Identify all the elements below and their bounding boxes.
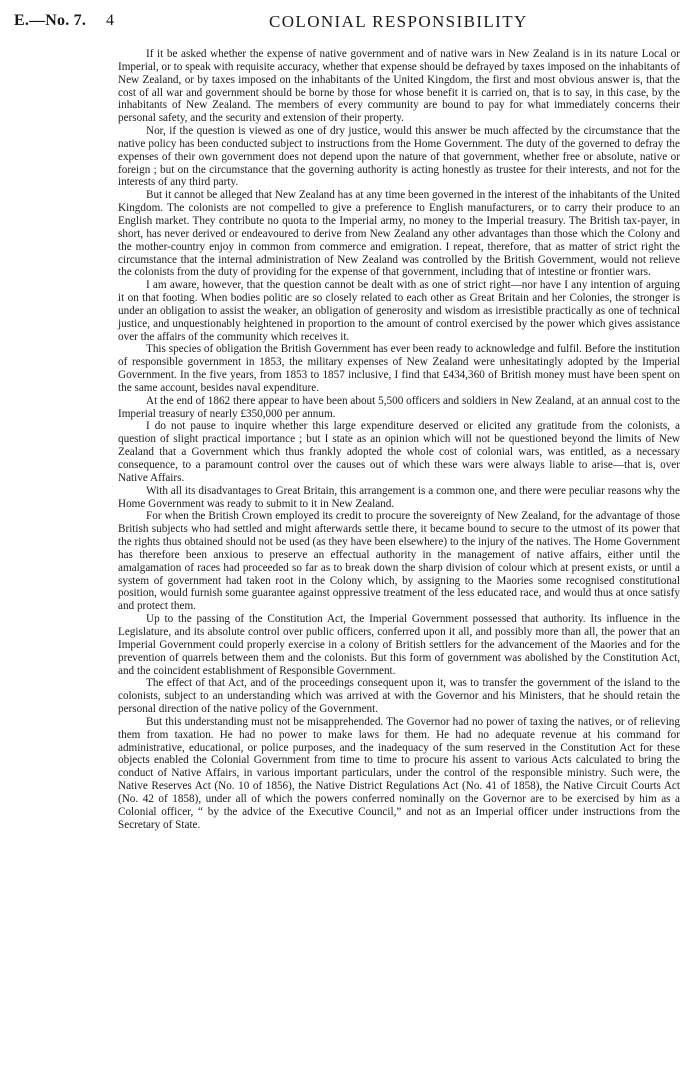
body-text [118, 48, 680, 831]
paragraph: Up to the passing of the Constitution Act, the Imperial Government possessed that authority. Its influence in the Legislature, and its absolute control over public officers, conferred upon it all, and possibly more than all, the power that an Imperial Government could properly exercise in a colony of British settlers for the advancement of the Maories and for the prevention of quarrels between them and the colonists. But this form of government was abolished by the Constitution Act, and the coincident establishment of Responsible Government. [118, 613, 680, 677]
page-header [14, 12, 686, 36]
paragraph: This species of obligation the British Government has ever been ready to acknowledge and fulfil. Before the institution of responsible government in 1853, the military expenses of New Zealand were unhesitatingly adopted by the Imperial Government. In the five years, from 1853 to 1857 inclusive, I find that £434,360 of British money must have been spent on the same account, besides naval expenditure. [118, 343, 680, 394]
paragraph: If it be asked whether the expense of native government and of native wars in New Zealand is in its nature Local or Imperial, or to speak with requisite accuracy, whether that expense should be defrayed by taxes imposed on the inhabitants of New Zealand, or by taxes imposed on the inhabitants of the United Kingdom, the first and most obvious answer is, that the cost of all war and government should be borne by those for whose benefit it is carried on, that is to say, in this case, by the inhabitants of New Zealand. The members of every community are bound to pay for what immediately concerns their personal safety, and the security and extension of their property. [118, 48, 680, 125]
paragraph: I am aware, however, that the question cannot be dealt with as one of strict right—nor have I any intention of arguing it on that footing. When bodies politic are so closely related to each other as Great Britain and her Colonies, the stronger is under an obligation to assist the weaker, an obligation of generosity and wisdom as irresistible practically as one of technical justice, and unquestionably heightened in proportion to the amount of control exercised by the power which gives assistance over the affairs of the community which receives it. [118, 279, 680, 343]
paragraph: For when the British Crown employed its credit to procure the sovereignty of New Zealand, for the advantage of those British subjects who had settled and might afterwards settle there, it became bound to secure to the utmost of its power that the rights thus obtained should not be used (as they have been elsewhere) to the injury of the natives. The Home Government has therefore been anxious to preserve an effectual authority in the management of native affairs, either until the amalgamation of races had proceeded so far as to break down the sharp division of colour which at present exists, or until a system of government had taken root in the Colony which, by assigning to the Maories some recognised constitutional position, would furnish some guarantee against oppressive treatment of the less educated race, and would thus at once satisfy and protect them. [118, 510, 680, 613]
paragraph: Nor, if the question is viewed as one of dry justice, would this answer be much affected by the circumstance that the native policy has been conducted subject to instructions from the Home Government. The duty of the governed to defray the expenses of their own government does not depend upon the nature of that government, whether free or absolute, native or foreign ; but on the circumstance that the governing authority is acting honestly as trustee for their interests, and not for the interests of any third party. [118, 125, 680, 189]
paragraph: At the end of 1862 there appear to have been about 5,500 officers and soldiers in New Zealand, at an annual cost to the Imperial treasury of nearly £350,000 per annum. [118, 394, 680, 420]
paragraph: I do not pause to inquire whether this large expenditure deserved or elicited any gratitude from the colonists, a question of slight practical importance ; but I state as an opinion which will not be questioned beyond the limits of New Zealand that a Government which thus frankly adopted the whole cost of colonial wars, was entitled, as a necessary consequence, to a paramount control over the causes out of which these wars were always liable to arise—that is, over Native Affairs. [118, 420, 680, 484]
paragraph: The effect of that Act, and of the proceedings consequent upon it, was to transfer the government of the island to the colonists, subject to an understanding which was arrived at with the Governor and his Ministers, that he should retain the personal direction of the native policy of the Government. [118, 677, 680, 716]
paragraph: But this understanding must not be misapprehended. The Governor had no power of taxing the natives, or of relieving them from taxation. He had no power to make laws for them. He had no adequate revenue at his command for administrative, educational, or police purposes, and the inadequacy of the sum reserved in the Constitution Act for these objects enabled the Colonial Government from time to time to procure his assent to various Acts calculated to bring the conduct of Native Affairs, in various important particulars, under the control of the responsible ministry. Such were, the Native Reserves Act (No. 10 of 1856), the Native District Regulations Act (No. 41 of 1858), the Native Circuit Courts Act (No. 42 of 1858), under all of which the powers conferred nominally on the Governor are to be exercised by him as a Colonial officer, “ by the advice of the Executive Council,” and not as an Imperial officer under instructions from the Secretary of State. [118, 715, 680, 831]
running-title: COLONIAL RESPONSIBILITY [269, 12, 528, 31]
page-number: 4 [106, 12, 114, 29]
document-number: E.—No. 7. [14, 12, 87, 29]
paragraph: But it cannot be alleged that New Zealand has at any time been governed in the interest of the inhabitants of the United Kingdom. The colonists are not compelled to give a preference to English manufacturers, or to carry their produce to an English market. They contribute no quota to the Imperial army, no money to the Imperial treasury. The British tax-payer, in short, has never derived or endeavoured to derive from New Zealand any other advantages than those which the Colony and the mother-country enjoy in common from commerce and emigration. I repeat, therefore, that as matter of strict right the circumstance that the internal administration of New Zealand was controlled by the British Government, would not relieve the colonists from the duty of providing for the expense of that government, including that of intestine or frontier wars. [118, 189, 680, 279]
paragraph: With all its disadvantages to Great Britain, this arrangement is a common one, and there were peculiar reasons why the Home Government was ready to submit to it in New Zealand. [118, 484, 680, 510]
